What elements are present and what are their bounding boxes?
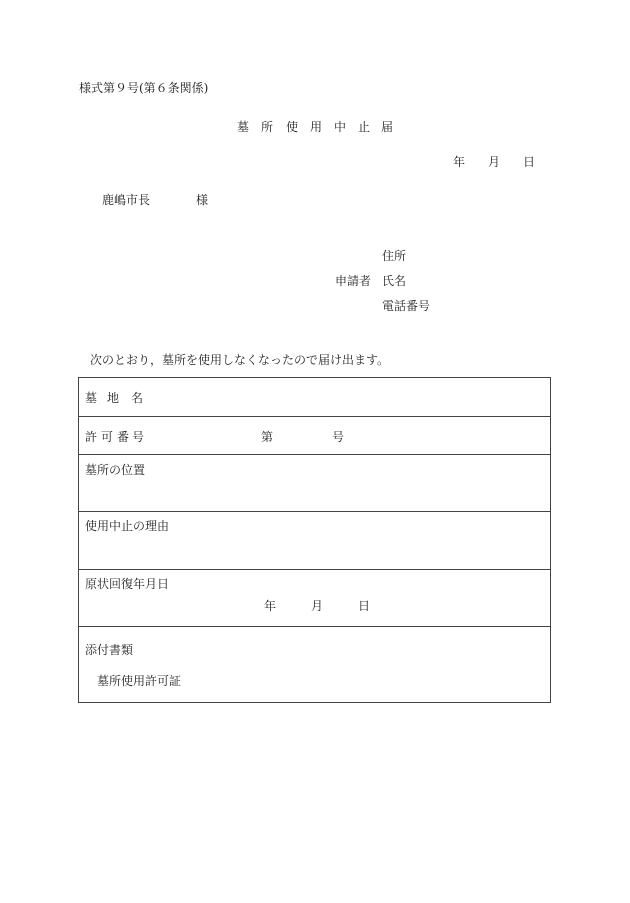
restoration-month-label: 月 (311, 599, 324, 613)
permit-number-label-char: 可 (101, 430, 114, 444)
date-month-label: 月 (488, 155, 501, 169)
permit-go-label: 号 (332, 430, 345, 444)
address-label: 住所 (382, 249, 407, 263)
permit-number-label-char: 許 (85, 430, 98, 444)
form-number: 様式第９号(第６条関係) (79, 81, 209, 95)
title-char: 所 (261, 120, 274, 134)
cemetery-name-label-char: 名 (131, 391, 144, 405)
grave-location-label: 墓所の位置 (85, 463, 146, 477)
title-char: 用 (310, 120, 323, 134)
cemetery-name-label-char: 地 (107, 391, 120, 405)
cemetery-name-label-char: 墓 (85, 391, 98, 405)
restoration-year-label: 年 (264, 599, 277, 613)
reason-row (79, 512, 550, 570)
intro-text: 次のとおり，墓所を使用しなくなったので届け出ます。 (90, 353, 390, 367)
attachments-row (79, 627, 550, 702)
title-char: 届 (381, 120, 394, 134)
restoration-date-row (79, 570, 550, 627)
phone-label: 電話番号 (382, 299, 431, 313)
restoration-day-label: 日 (358, 599, 371, 613)
title-char: 使 (286, 120, 299, 134)
cemetery-name-row (79, 378, 550, 417)
addressee-name: 鹿嶋市長 (102, 193, 151, 207)
permit-number-label-char: 番 (117, 430, 130, 444)
grave-location-row (79, 455, 550, 512)
title-char: 中 (334, 120, 347, 134)
attachment-item: 墓所使用許可証 (97, 674, 182, 688)
restoration-date-label: 原状回復年月日 (85, 577, 170, 591)
form-table (78, 377, 551, 703)
reason-label: 使用中止の理由 (85, 519, 170, 533)
date-year-label: 年 (453, 155, 466, 169)
name-label: 氏名 (382, 274, 407, 288)
addressee-honorific: 様 (196, 193, 209, 207)
title-char: 止 (358, 120, 371, 134)
attachments-label: 添付書類 (85, 643, 134, 657)
applicant-label: 申請者 (335, 274, 372, 288)
title-char: 墓 (237, 120, 250, 134)
permit-number-label-char: 号 (132, 430, 145, 444)
permit-number-row (79, 417, 550, 455)
date-day-label: 日 (523, 155, 536, 169)
permit-dai-label: 第 (261, 430, 274, 444)
